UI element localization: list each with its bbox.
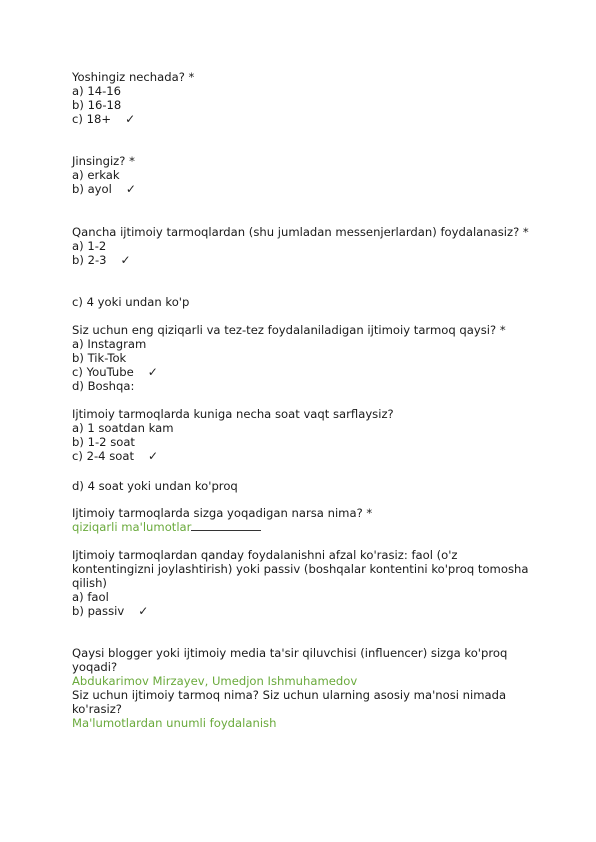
question-network-count — [72, 225, 532, 267]
option-extra — [72, 479, 532, 493]
answer-line — [72, 520, 532, 534]
answer-text: qiziqarli ma'lumotlar — [72, 520, 192, 534]
answer-underline — [191, 520, 261, 531]
option: b) 16-18 — [72, 98, 122, 112]
option-label: b) ayol — [72, 182, 112, 196]
option: a) 1 soatdan kam — [72, 421, 174, 435]
option-selected — [72, 253, 532, 267]
checkmark-icon: ✓ — [125, 112, 136, 126]
option-label: c) YouTube — [72, 365, 134, 379]
option: d) Boshqa: — [72, 379, 135, 393]
option-selected — [72, 365, 532, 379]
question-text: Ijtimoiy tarmoqlardan qanday foydalanishni afzal ko'rasiz: faol (o'z kontentingizni joylashtirish) yoki passiv (boshqalar kontentini ko'proq tomosha qilish) — [72, 548, 529, 590]
option: d) 4 soat yoki undan ko'proq — [72, 479, 238, 493]
option-selected — [72, 182, 532, 196]
checkmark-icon: ✓ — [147, 365, 158, 379]
question-gender — [72, 154, 532, 196]
option: b) 1-2 soat — [72, 435, 135, 449]
option-selected — [72, 449, 532, 463]
question-text: Ijtimoiy tarmoqlarda kuniga necha soat vaqt sarflaysiz? — [72, 407, 394, 421]
question-text: Siz uchun eng qiziqarli va tez-tez foydalaniladigan ijtimoiy tarmoq qaysi? * — [72, 323, 506, 337]
option-label: c) 2-4 soat — [72, 449, 134, 463]
option-selected — [72, 112, 532, 126]
option-label: b) passiv — [72, 604, 125, 618]
option: a) Instagram — [72, 337, 147, 351]
question-blogger — [72, 646, 532, 688]
option: c) 4 yoki undan ko'p — [72, 295, 190, 309]
option: a) 14-16 — [72, 84, 122, 98]
option-extra — [72, 295, 532, 309]
question-meaning — [72, 688, 532, 730]
option: a) 1-2 — [72, 239, 107, 253]
option-selected — [72, 604, 532, 618]
question-likes — [72, 506, 532, 534]
option: a) erkak — [72, 168, 120, 182]
question-text: Yoshingiz nechada? * — [72, 70, 195, 84]
question-text: Qancha ijtimoiy tarmoqlardan (shu jumladan messenjerlardan) foydalanasiz? * — [72, 225, 529, 239]
checkmark-icon: ✓ — [138, 604, 149, 618]
checkmark-icon: ✓ — [125, 182, 136, 196]
option: b) Tik-Tok — [72, 351, 127, 365]
answer-text: Abdukarimov Mirzayev, Umedjon Ishmuhamedov — [72, 674, 358, 688]
option-label: b) 2-3 — [72, 253, 107, 267]
question-hours — [72, 407, 532, 463]
checkmark-icon: ✓ — [148, 449, 159, 463]
question-favorite-network — [72, 323, 532, 393]
option-label: c) 18+ — [72, 112, 112, 126]
option: a) faol — [72, 590, 109, 604]
question-text: Qaysi blogger yoki ijtimoiy media ta'sir qiluvchisi (influencer) sizga ko'proq yoqadi? — [72, 646, 508, 674]
checkmark-icon: ✓ — [120, 253, 131, 267]
question-text: Jinsingiz? * — [72, 154, 135, 168]
question-text: Siz uchun ijtimoiy tarmoq nima? Siz uchun ularning asosiy ma'nosi nimada ko'rasiz? — [72, 688, 507, 716]
question-age — [72, 70, 532, 126]
question-text: Ijtimoiy tarmoqlarda sizga yoqadigan narsa nima? * — [72, 506, 373, 520]
answer-text: Ma'lumotlardan unumli foydalanish — [72, 716, 277, 730]
question-usage-style — [72, 548, 532, 618]
